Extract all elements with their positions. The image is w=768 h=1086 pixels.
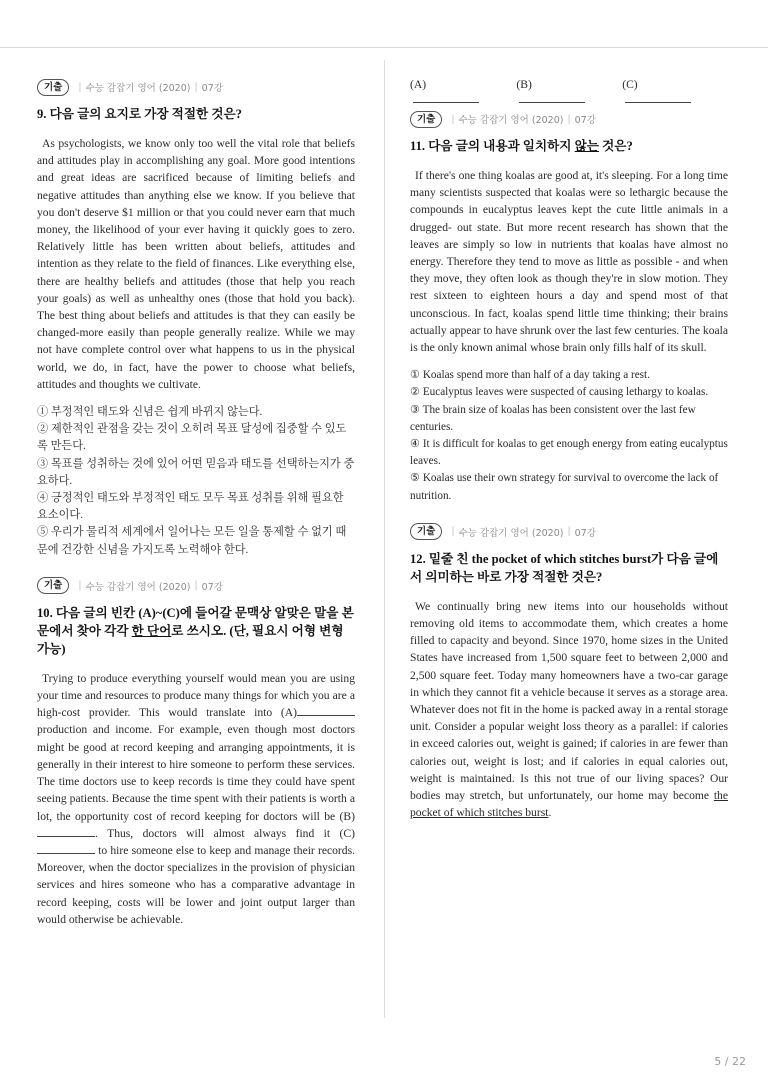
underlined-phrase: the pocket of which stitches burst — [410, 789, 728, 820]
lesson-label: 07강 — [574, 115, 596, 126]
question-title: 10. 다음 글의 빈칸 (A)~(C)에 들어갈 문맥상 알맞은 말을 본문에서 찾아 각각 한 단어로 쓰시오. (단, 필요시 어형 변형 가능) — [37, 605, 354, 656]
question-11 — [410, 110, 728, 505]
source-label: 수능 감잡기 영어 (2020) — [85, 581, 191, 593]
passage-text: As psychologists, we know only too well the vital role that beliefs and attitudes play in accomplishing any goal. More good intentions and great ideas are sacrificed because of limiting beliefs and negative attitudes than anything else we know. If you believe that you don't deserve $1 million or that you could never earn that much money, the likelihood of your ever having it quickly goes to zero. Relatively little has been written about beliefs, attitudes and intention as they relate to the field of finances. Like everything else, there are healthy beliefs and attitudes (those that help you reach your goals) as well as unhealthy ones (those that hold you back). The best thing about beliefs and attitudes is that they can easily be changed-more easily than people generally realize. While we may not have complete control over what happens to us in the physical world, we do, in fact, have the power to choose what beliefs, attitudes and thoughts we cultivate. — [37, 137, 355, 391]
choice-list — [37, 404, 355, 559]
passage-text: Trying to produce everything yourself would mean you are using your time and resources to produce many things for which you are a high-cost provider. This would translate into (A) production and income. For example, even though most doctors might be good at record keeping and arranging appointments, it is generally in their interest to hire someone to perform these services. The time doctors use to keep records is time they could have spent seeing patients. Because the time spent with their patients is worth a lot, the opportunity cost of record keeping for doctors will be (B). Thus, doctors will almost always find it (C) to hire someone else to keep and manage their records. Moreover, when the doctor specializes in the provision of physician services and hires someone who has a comparative advantage in record keeping, costs will be lower and joint output larger than would otherwise be achievable. — [37, 671, 355, 926]
choice-4: ④ It is difficult for koalas to get enough energy from eating eucalyptus leaves. — [410, 438, 728, 468]
answer-a[interactable]: (A) — [410, 78, 494, 96]
tag-separator: | — [78, 81, 82, 93]
choice-2: ② 제한적인 관점을 갖는 것이 오히려 목표 달성에 집중할 수 있도록 만든다. — [37, 423, 347, 453]
column-divider — [384, 60, 385, 1018]
choice-1: ① 부정적인 태도와 신념은 쉽게 바뀌지 않는다. — [37, 406, 263, 419]
choice-3: ③ 목표를 성취하는 것에 있어 어떤 믿음과 태도를 선택하는지가 중요하다. — [37, 457, 355, 487]
choice-1: ① Koalas spend more than half of a day taking a rest. — [410, 369, 650, 382]
lesson-label: 07강 — [201, 581, 223, 593]
question-12 — [410, 523, 728, 822]
source-tag — [410, 523, 728, 541]
source-label: 수능 감잡기 영어 (2020) — [85, 83, 191, 94]
question-10 — [37, 577, 355, 928]
underlined-phrase: 않는 — [574, 139, 599, 153]
question-title: 11. 다음 글의 내용과 일치하지 않는 것은? — [410, 139, 633, 153]
lesson-label: 07강 — [574, 527, 596, 539]
tag-separator: | — [194, 580, 198, 592]
source-label: 수능 감잡기 영어 (2020) — [458, 527, 564, 539]
answer-blanks — [410, 78, 728, 96]
past-exam-badge: 기출 — [37, 79, 69, 96]
answer-b[interactable]: (B) — [516, 78, 600, 96]
tag-separator: | — [194, 81, 198, 93]
question-title: 12. 밑줄 친 the pocket of which stitches burst가 다음 글에서 의미하는 바로 가장 적절한 것은? — [410, 551, 719, 584]
tag-separator: | — [567, 113, 571, 125]
passage-text: If there's one thing koalas are good at, it's sleeping. For a long time many scientists suspected that koalas were so lethargic because the compounds in eucalyptus leaves kept the cute little animals in a drugged- out state. But more recent research has shown that the leaves are simply so low in nutrients that koalas have almost no energy. Therefore they tend to move as little as possible - and when they move, they often look as though they're in slow motion. They rest sixteen to eighteen hours a day and spend most of that unconscious. In fact, koalas spend little time thinking; their brains actually appear to have shrunk over the last few centuries. The koala is the only known animal whose brain only fills half of its skull. — [410, 169, 728, 355]
source-tag — [37, 577, 355, 595]
page-number: 5 / 22 — [714, 1055, 746, 1068]
source-tag — [410, 110, 728, 128]
lesson-label: 07강 — [201, 83, 223, 94]
choice-3: ③ The brain size of koalas has been consistent over the last few centuries. — [410, 403, 696, 433]
choice-2: ② Eucalyptus leaves were suspected of causing lethargy to koalas. — [410, 386, 709, 399]
choice-list — [410, 367, 728, 505]
left-column — [37, 78, 355, 946]
choice-4: ④ 긍정적인 태도와 부정적인 태도 모두 목표 성취를 위해 필요한 요소이다. — [37, 492, 344, 522]
blank-b[interactable] — [37, 825, 95, 837]
past-exam-badge: 기출 — [410, 111, 442, 128]
source-tag — [37, 78, 355, 96]
blank-a[interactable] — [297, 704, 355, 716]
tag-separator: | — [451, 526, 455, 538]
past-exam-badge: 기출 — [37, 577, 69, 594]
choice-5: ⑤ 우리가 물리적 세계에서 일어나는 모든 일을 통제할 수 없기 때문에 건강한 신념을 가지도록 노력해야 한다. — [37, 526, 347, 556]
source-label: 수능 감잡기 영어 (2020) — [458, 115, 564, 126]
past-exam-badge: 기출 — [410, 523, 442, 540]
right-column — [410, 78, 728, 840]
blank-c[interactable] — [37, 842, 95, 854]
question-title: 9. 다음 글의 요지로 가장 적절한 것은? — [37, 107, 242, 121]
tag-separator: | — [78, 580, 82, 592]
choice-5: ⑤ Koalas use their own strategy for survival to overcome the lack of nutrition. — [410, 472, 719, 502]
tag-separator: | — [567, 526, 571, 538]
tag-separator: | — [451, 113, 455, 125]
passage-text: We continually bring new items into our households without removing old items to accommodate them, which creates a home filled to capacity and beyond. Since 1970, home sizes in the United States have increased from 1,500 square feet to between 2,000 and 2,500 square feet. Today many homeowners have a two-car garage in which they cannot fit a vehicle because it serves as a storage area. Whatever does not fit in the home is packed away in a rental storage unit. Consider a popular weight loss theory as a parallel: if calories in exceed calories out, weight is gained; if calories in are fewer than calories out, weight is lost; and if calories in equal calories out, weight is maintained. Is this not true of our living spaces? Our bodies may stretch, but unfortunately, our home may become the pocket of which stitches burst. — [410, 599, 728, 820]
header-rule — [0, 47, 768, 48]
underlined-phrase: 한 단어 — [131, 623, 172, 638]
answer-c[interactable]: (C) — [622, 78, 706, 96]
question-9 — [37, 78, 355, 559]
